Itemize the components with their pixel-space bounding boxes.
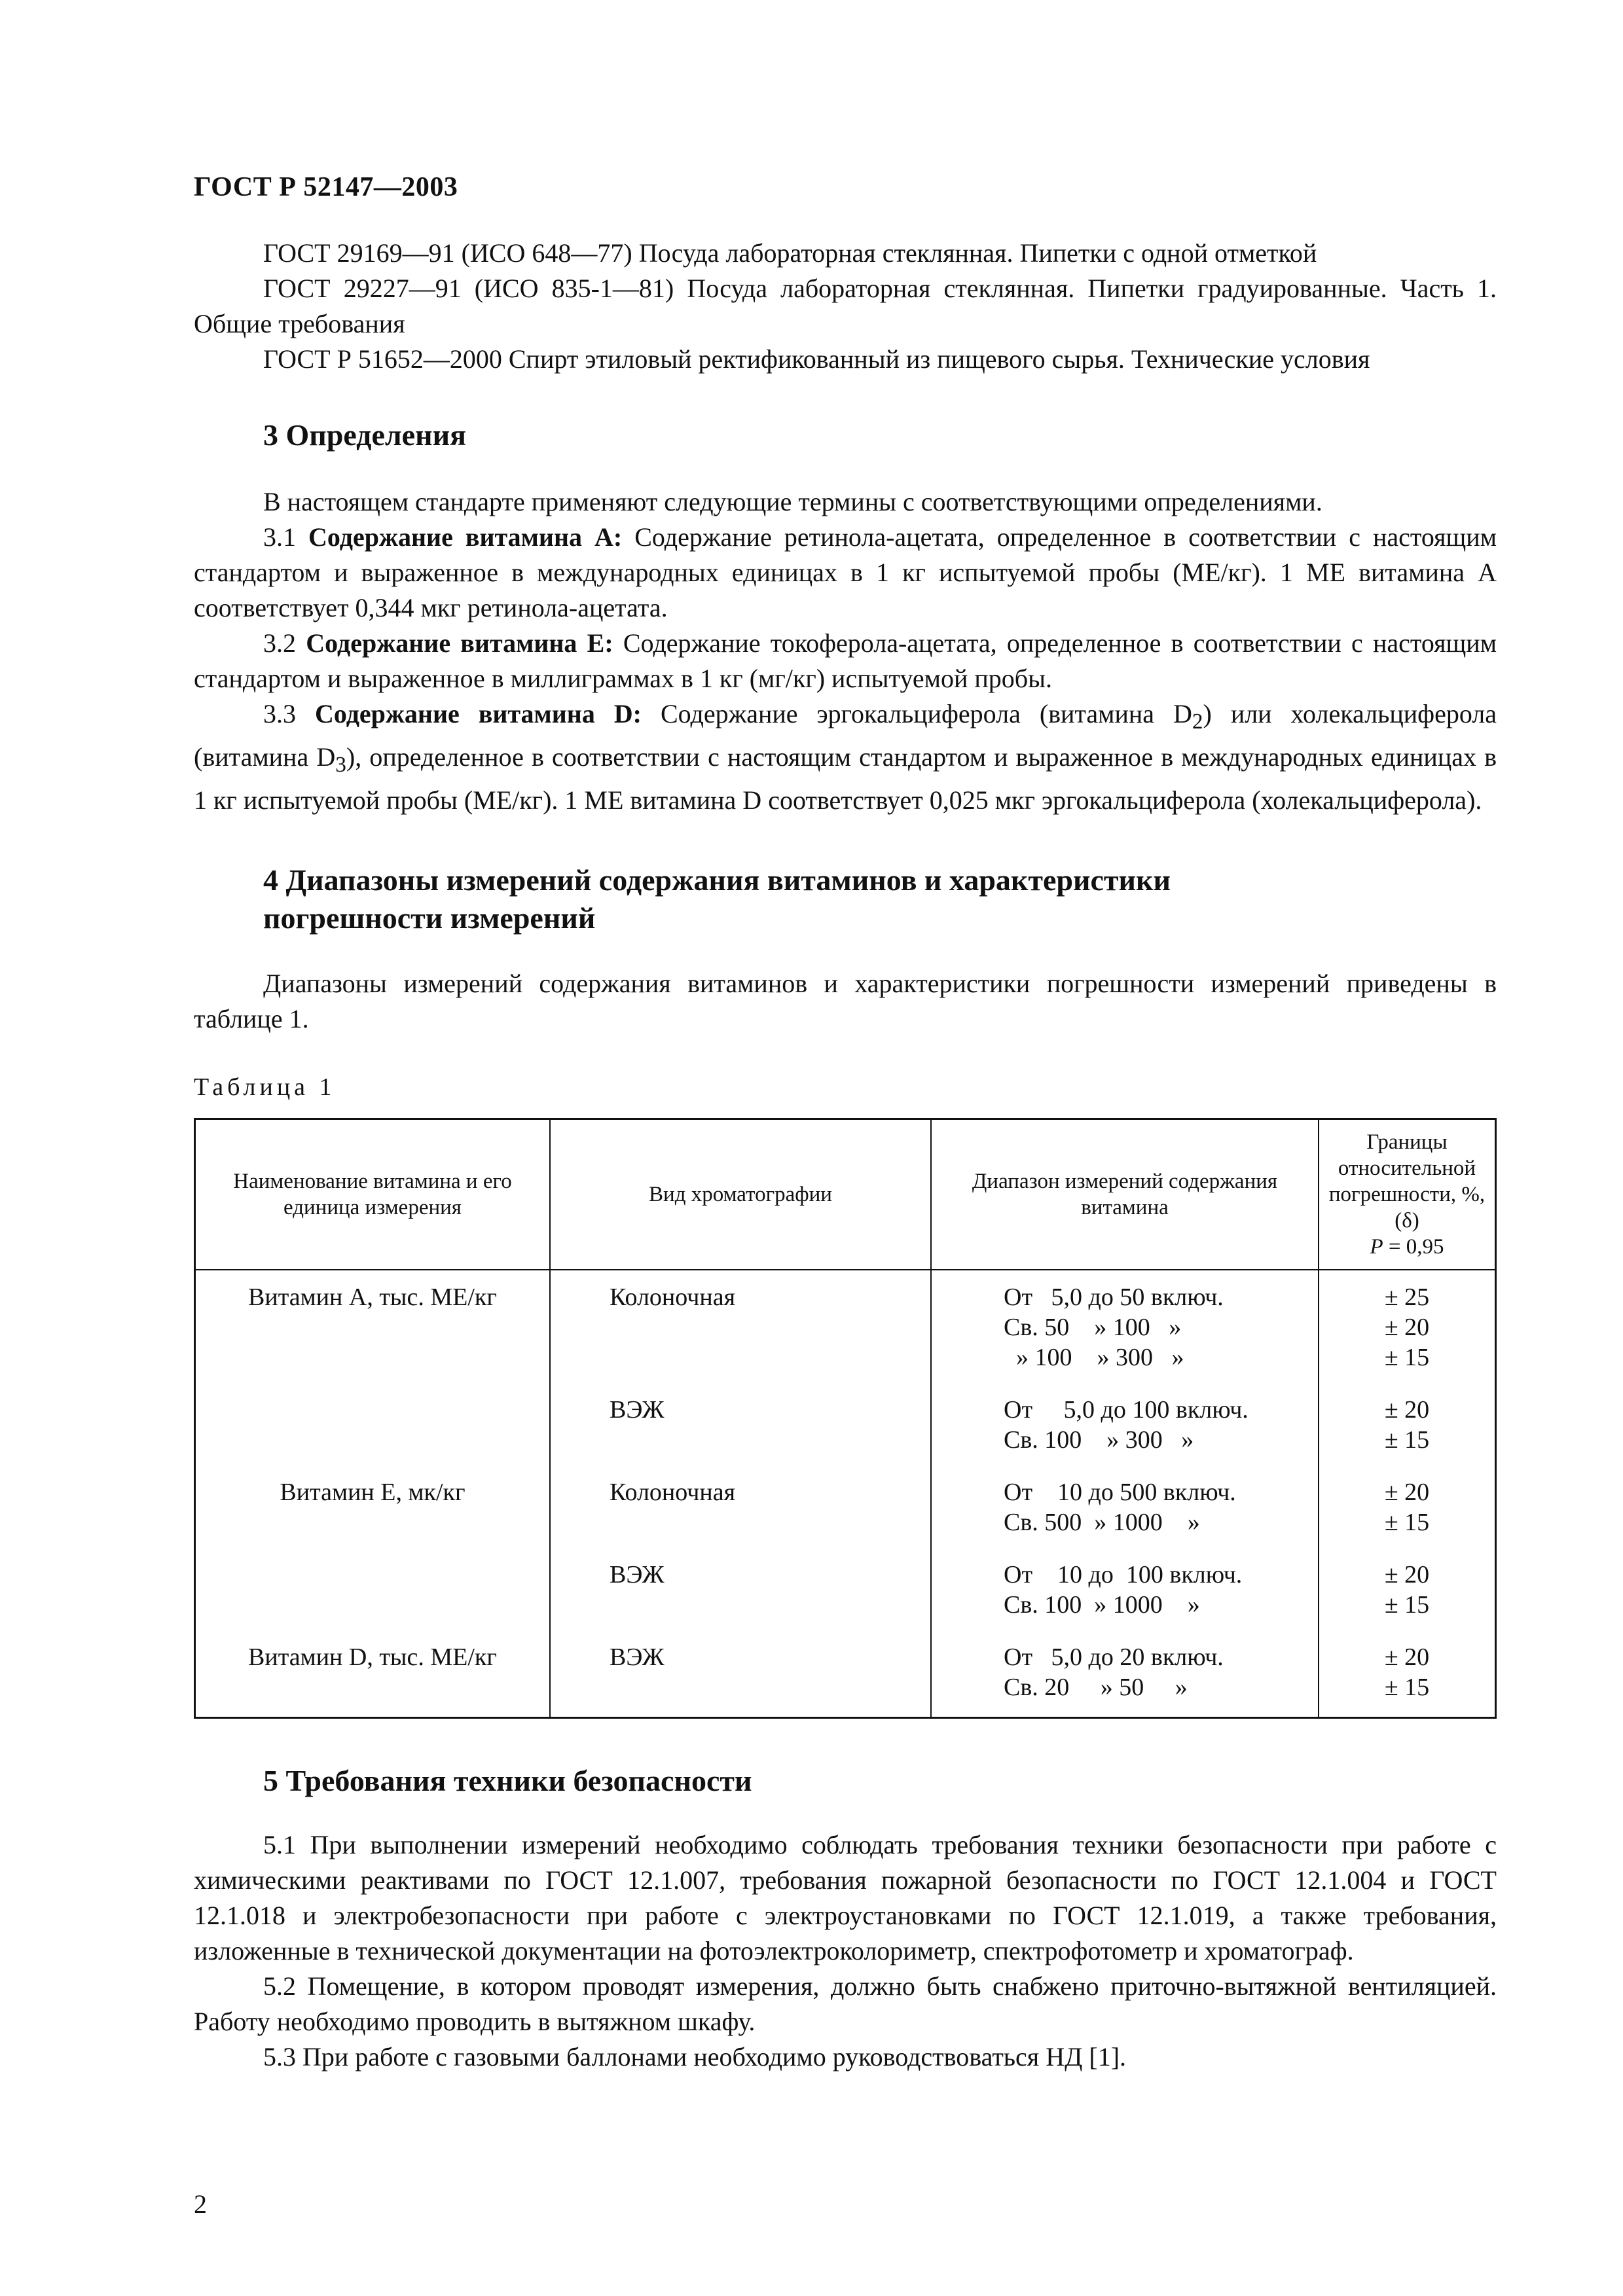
- cell-errors: [1319, 1620, 1496, 1718]
- definition-text: ) или холекальциферола (витамина D: [194, 699, 1497, 772]
- section-5-paragraph: 5.3 При работе с газовыми баллонами необходимо руководствоваться НД [1].: [263, 2042, 1127, 2072]
- header-probability-value: = 0,95: [1383, 1235, 1444, 1259]
- table-header-row: [195, 1119, 1496, 1270]
- error-line: ± 25: [1384, 1283, 1430, 1311]
- section-4-text: Диапазоны измерений содержания витаминов и характеристики погрешности измерений приведены в таблице 1.: [194, 969, 1497, 1033]
- section-5-paragraph: 5.1 При выполнении измерений необходимо соблюдать требования техники безопасности при работе с химическими реактивами по ГОСТ 12.1.007, требования пожарной безопасности по ГОСТ 12.1.004 и ГОСТ 12.1.018 и электробезопасности при работе с электроустановками по ГОСТ 12.1.019, а также требования, изложенные в технической документации на фотоэлектроколориметр, спектрофотометр и хроматограф.: [194, 1830, 1497, 1965]
- cell-ranges: [931, 1372, 1319, 1455]
- range-line: Св. 100 » 300 »: [1004, 1426, 1194, 1454]
- document-id: ГОСТ Р 52147—2003: [194, 172, 458, 202]
- cell-vitamin: Витамин Е, мк/кг: [195, 1455, 551, 1537]
- cell-errors: [1319, 1537, 1496, 1620]
- table-row: [195, 1620, 1496, 1718]
- cell-vitamin: Витамин А, тыс. МЕ/кг: [195, 1270, 551, 1372]
- definition-number: 3.1: [263, 522, 296, 552]
- range-line: Св. 20 » 50 »: [1004, 1674, 1188, 1701]
- section-3-intro: В настоящем стандарте применяют следующие термины с соответствующими определениями.: [263, 487, 1322, 516]
- range-line: Св. 100 » 1000 »: [1004, 1591, 1200, 1619]
- error-line: ± 15: [1384, 1509, 1430, 1536]
- table-row: [195, 1270, 1496, 1372]
- reference-item: ГОСТ 29169—91 (ИСО 648—77) Посуда лабораторная стеклянная. Пипетки с одной отметкой: [263, 238, 1317, 268]
- section-4-title-line: погрешности измерений: [263, 901, 596, 935]
- subscript: 2: [1192, 709, 1203, 734]
- error-line: ± 20: [1384, 1314, 1430, 1341]
- reference-item: ГОСТ Р 51652—2000 Спирт этиловый ректификованный из пищевого сырья. Технические условия: [263, 344, 1370, 374]
- definition-term: Содержание витамина Е:: [306, 628, 613, 658]
- error-line: ± 20: [1384, 1561, 1430, 1588]
- error-line: ± 15: [1384, 1426, 1430, 1454]
- definition-3-1: [194, 520, 1497, 626]
- header-vitamin: Наименование витамина и его единица измерения: [195, 1119, 551, 1270]
- cell-vitamin: [195, 1537, 551, 1620]
- cell-vitamin: Витамин D, тыс. МЕ/кг: [195, 1620, 551, 1718]
- error-line: ± 20: [1384, 1643, 1430, 1671]
- cell-ranges: [931, 1455, 1319, 1537]
- range-line: От 10 до 500 включ.: [1004, 1479, 1236, 1506]
- range-line: » 100 » 300 »: [1004, 1344, 1184, 1371]
- section-4-title-line: 4 Диапазоны измерений содержания витаминов и характеристики: [263, 863, 1171, 897]
- header-chromatography: Вид хроматографии: [550, 1119, 931, 1270]
- definition-text: Содержание ретинола-ацетата, определенное в соответствии с настоящим стандартом и выраженное в международных единицах в 1 кг испытуемой пробы (МЕ/кг). 1 МЕ витамина А соответствует 0,344 мкг ретинола-ацетата.: [194, 522, 1497, 622]
- cell-method: Колоночная: [550, 1455, 931, 1537]
- range-line: От 5,0 до 20 включ.: [1004, 1643, 1224, 1671]
- error-line: ± 20: [1384, 1396, 1430, 1424]
- header-range: Диапазон измерений содержания витамина: [931, 1119, 1319, 1270]
- range-line: Св. 500 » 1000 »: [1004, 1509, 1200, 1536]
- cell-errors: [1319, 1372, 1496, 1455]
- error-line: ± 20: [1384, 1479, 1430, 1506]
- definition-number: 3.2: [263, 628, 296, 658]
- section-5-title: 5 Требования техники безопасности: [263, 1764, 752, 1797]
- error-line: ± 15: [1384, 1591, 1430, 1619]
- definition-text: Содержание эргокальциферола (витамина D: [642, 699, 1192, 728]
- definition-term: Содержание витамина А:: [308, 522, 623, 552]
- section-3-title: 3 Определения: [263, 418, 466, 452]
- definition-3-3: [194, 696, 1497, 818]
- definition-3-2: [194, 626, 1497, 696]
- header-probability-symbol: Р: [1370, 1235, 1383, 1259]
- header-error-text: Границы относительной погрешности, %, (δ): [1328, 1130, 1486, 1232]
- page-content: [194, 236, 1497, 2075]
- definition-term: Содержание витамина D:: [314, 699, 642, 728]
- table-row: [195, 1372, 1496, 1455]
- cell-ranges: [931, 1620, 1319, 1718]
- cell-vitamin: [195, 1372, 551, 1455]
- table-1: [194, 1118, 1497, 1719]
- subscript: 3: [335, 753, 346, 777]
- cell-method: ВЭЖ: [550, 1620, 931, 1718]
- header-error-bounds: [1319, 1119, 1496, 1270]
- definition-text: ), определенное в соответствии с настоящим стандартом и выраженное в международных единицах в 1 кг испытуемой пробы (МЕ/кг). 1 МЕ витамина D соответствует 0,025 мкг эргокальциферола (холекальциферола).: [194, 742, 1497, 815]
- range-line: От 5,0 до 50 включ.: [1004, 1283, 1224, 1311]
- error-line: ± 15: [1384, 1344, 1430, 1371]
- range-line: Св. 50 » 100 »: [1004, 1314, 1182, 1341]
- cell-ranges: [931, 1537, 1319, 1620]
- cell-errors: [1319, 1270, 1496, 1372]
- cell-method: ВЭЖ: [550, 1372, 931, 1455]
- range-line: От 10 до 100 включ.: [1004, 1561, 1243, 1588]
- definition-text: Содержание токоферола-ацетата, определенное в соответствии с настоящим стандартом и выраженное в миллиграммах в 1 кг (мг/кг) испытуемой пробы.: [194, 628, 1497, 693]
- section-4-title: [194, 861, 1497, 937]
- range-line: От 5,0 до 100 включ.: [1004, 1396, 1249, 1424]
- reference-item: ГОСТ 29227—91 (ИСО 835-1—81) Посуда лабораторная стеклянная. Пипетки градуированные. Часть 1. Общие требования: [194, 274, 1497, 338]
- cell-ranges: [931, 1270, 1319, 1372]
- table-row: [195, 1455, 1496, 1537]
- table-row: [195, 1537, 1496, 1620]
- cell-method: ВЭЖ: [550, 1537, 931, 1620]
- error-line: ± 15: [1384, 1674, 1430, 1701]
- table-caption: Таблица 1: [194, 1073, 336, 1101]
- cell-method: Колоночная: [550, 1270, 931, 1372]
- cell-errors: [1319, 1455, 1496, 1537]
- section-5-paragraph: 5.2 Помещение, в котором проводят измерения, должно быть снабжено приточно-вытяжной вентиляцией. Работу необходимо проводить в вытяжном шкафу.: [194, 1971, 1497, 2036]
- page-number: 2: [194, 2189, 207, 2219]
- definition-number: 3.3: [263, 699, 296, 728]
